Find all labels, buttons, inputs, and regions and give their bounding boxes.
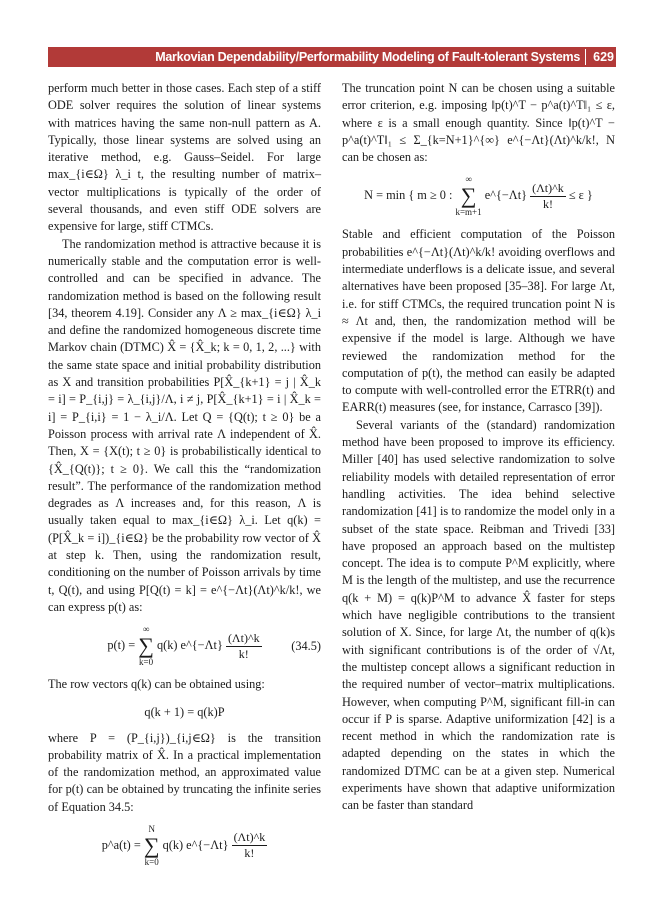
equation-term: q(k) e^{−Λt} [156,638,223,653]
fraction-numerator: (Λt)^k [532,180,564,195]
fraction [530,181,566,212]
fraction [226,631,262,662]
right-column [342,80,615,815]
page-number: 629 [593,50,614,64]
paragraph: perform much better in those cases. Each step of a stiff ODE solver requires the solution of linear systems with matrices having the same non-null pattern as A. Typically, those linear systems are solved using an iterative method, e.g. Gauss–Seidel. For large max_{i∈Ω} λ_i t, the resulting number of matrix–vector multiplications is typically of the order of several thousands, and even stiff ODE solvers are expensive for large, stiff CTMCs. [48,81,321,234]
sum-lower-limit: k=0 [144,856,159,867]
equation-34-5 [48,624,321,668]
sigma-symbol: ∑ [143,832,160,858]
sigma-symbol: ∑ [138,633,154,659]
sigma-symbol: ∑ [460,183,477,209]
paragraph: The row vectors q(k) can be obtained using: [48,677,265,692]
summation [138,624,154,668]
sum-upper-limit: ∞ [142,624,150,635]
paragraph: Several variants of the (standard) randomization method have been proposed to improve its efficiency. Miller [40] has used selective randomization to solve reliability models with detailed representation of error handling activities. The idea behind selective randomization [41] is to randomize the model only in a subset of the state space. Reibman and Trivedi [33] have proposed an approach based on the multistep concept. The idea is to compute P^M explicitly, where M is the length of the multistep, and use the recurrence q(k + M) = q(k)P^M to advance X̂ faster for steps which have negligible contributions to the transient solution of X. Since, for large Λt, the number of q(k)s with significant contributions is of the order of √Λt, the multistep concept allows a significant reduction in the required number of vector–matrix multiplications. However, when computing P^M, significant fill-in can occur if P is sparse. Adaptive uniformization [42] is a recent method in which the randomization rate is adapted depending on the states in which the randomized DTMC can be at a given step. Numerical experiments have shown that adaptive uniformization can be faster than standard [342,417,615,813]
running-header-title: Markovian Dependability/Performability Modeling of Fault-tolerant Systems [155,50,580,64]
equation-term: q(k) e^{−Λt} [162,837,229,852]
fraction [232,830,268,861]
paragraph: The randomization method is attractive because it is numerically stable and the computation error is well-controlled and can be specified in advance. The randomization method is based on the following result [34, theorem 4.19]. Consider any Λ ≥ max_{i∈Ω} λ_i and define the randomized homogeneous discrete time Markov chain (DTMC) X̂ = {X̂_k; k = 0, 1, 2, ...} with the same state space and initial probability distribution as X and transition probabilities P[X̂_{k+1} = j | X̂_k = i] = P_{i,j} = λ_{i,j}/Λ, i ≠ j, P[X̂_{k+1} = i | X̂_k = i] = P_{i,i} = 1 − λ_i/Λ. Let Q = {Q(t); t ≥ 0} be a Poisson process with arrival rate Λ independent of X̂. Then, X = {X(t); t ≥ 0} is probabilistically identical to {X̂_{Q(t)}; t ≥ 0}. We call this the “randomization result”. The performance of the randomization method degrades as Λ increases and, for this reason, Λ is usually taken equal to max_{i∈Ω} λ_i. Let q(k) = (P[X̂_k = i])_{i∈Ω} be the probability row vector of X̂ at step k. Then, using the randomization result, conditioning on the number of Poisson arrivals by time t, Q(t), and using P[Q(t) = k] = e^{−Λt}(Λt)^k/k!, we can express p(t) as: [48,236,321,614]
fraction-denominator: k! [542,196,553,211]
equation-rhs: ≤ ε } [568,188,593,203]
equation-truncation-point [342,174,615,218]
paragraph: Stable and efficient computation of the Poisson probabilities e^{−Λt}(Λt)^k/k! avoiding overflows and intermediate underflows is a delicate issue, and several alternatives have been proposed [35–38]. For large Λt, i.e. for stiff CTMCs, the required truncation point N is ≈ Λt and, then, the randomization method will be expensive if the model is large. Although we have reviewed the randomization method for the computation of p(t), the method can easily be adapted to compute with well-controlled error the ETRR(t) and EARR(t) measures (see, for instance, Carrasco [39]). [342,227,615,415]
fraction-denominator: k! [238,646,249,661]
fraction-numerator: (Λt)^k [233,830,266,845]
equation-lhs: p(t) = [107,638,136,653]
summation [455,174,481,218]
running-header [48,47,616,67]
equation-lhs: p^a(t) = [101,837,141,852]
fraction-denominator: k! [244,846,255,861]
equation-term: e^{−Λt} [484,188,528,203]
sum-upper-limit: N [148,823,155,834]
sum-lower-limit: k=0 [139,657,154,668]
paragraph: where P = (P_{i,j})_{i,j∈Ω} is the transition probability matrix of X̂. In a practical implementation of the randomization method, an approximated value for p(t) can be obtained by truncating the infinite series of Equation 34.5: [48,730,321,814]
paragraph: The truncation point N can be chosen using a suitable error criterion, e.g. imposing ‖p(t)^T − p^a(t)^T‖₁ ≤ ε, where ε is a small enough quantity. Since ‖p(t)^T − p^a(t)^T‖₁ ≤ Σ_{k=N+1}^{∞} e^{−Λt}(Λt)^k/k!, N can be chosen as: [342,81,615,165]
sum-upper-limit: ∞ [465,174,472,185]
equation-number: (34.5) [291,639,321,654]
equation-lhs: N = min { m ≥ 0 : [364,188,453,203]
header-separator [585,49,586,65]
summation [144,824,160,868]
fraction-numerator: (Λt)^k [227,630,260,645]
equation-truncated [48,824,321,868]
left-column [48,80,321,876]
sum-lower-limit: k=m+1 [455,207,482,218]
equation-recurrence: q(k + 1) = q(k)P [144,704,225,719]
